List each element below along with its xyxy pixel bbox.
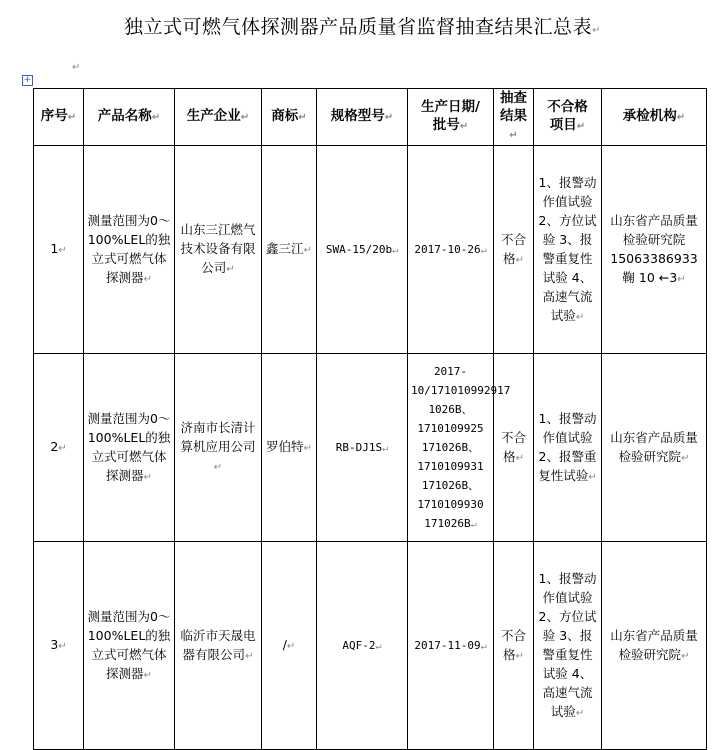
results-table	[33, 88, 707, 750]
cell-items: 1、报警动作值试验 2、方位试验 3、报警重复性试验 4、高速气流试验↵	[534, 542, 602, 750]
cell-seq: 2↵	[34, 354, 84, 542]
table-row	[34, 354, 707, 542]
cell-brand: /↵	[262, 542, 317, 750]
header-brand: 商标↵	[262, 89, 317, 146]
cell-product: 测量范围为0～100%LEL的独立式可燃气体探测器↵	[84, 354, 175, 542]
cell-seq: 3↵	[34, 542, 84, 750]
paragraph-mark: ↵	[72, 62, 81, 73]
cell-model: RB-DJ1S↵	[317, 354, 408, 542]
header-lab: 承检机构↵	[602, 89, 707, 146]
cell-product: 测量范围为0～100%LEL的独立式可燃气体探测器↵	[84, 146, 175, 354]
cell-lab: 山东省产品质量检验研究院↵	[602, 354, 707, 542]
cell-date: 2017-10/171010992917 1026B、1710109925 171026B、1710109931 171026B、1710109930 171026B↵	[408, 354, 494, 542]
paragraph-mark: ↵	[592, 25, 601, 36]
table-move-handle-icon[interactable]: +	[23, 75, 32, 85]
document-title	[0, 12, 725, 39]
cell-maker: 山东三江燃气技术设备有限公司↵	[175, 146, 262, 354]
cell-result: 不合格↵	[494, 542, 534, 750]
header-product: 产品名称↵	[84, 89, 175, 146]
header-row	[34, 89, 707, 146]
cell-maker: 临沂市天晟电器有限公司↵	[175, 542, 262, 750]
cell-date: 2017-11-09↵	[408, 542, 494, 750]
cell-brand: 鑫三江↵	[262, 146, 317, 354]
cell-model: AQF-2↵	[317, 542, 408, 750]
cell-result: 不合格↵	[494, 354, 534, 542]
header-maker: 生产企业↵	[175, 89, 262, 146]
header-seq: 序号↵	[34, 89, 84, 146]
cell-product: 测量范围为0～100%LEL的独立式可燃气体探测器↵	[84, 542, 175, 750]
header-date: 生产日期/ 批号↵	[408, 89, 494, 146]
cell-result: 不合格↵	[494, 146, 534, 354]
cell-brand: 罗伯特↵	[262, 354, 317, 542]
cell-model: SWA-15/20b↵	[317, 146, 408, 354]
header-model: 规格型号↵	[317, 89, 408, 146]
cell-lab: 山东省产品质量检验研究院↵	[602, 542, 707, 750]
cell-seq: 1↵	[34, 146, 84, 354]
header-result: 抽查 结果↵	[494, 89, 534, 146]
header-items: 不合格 项目↵	[534, 89, 602, 146]
table-row	[34, 542, 707, 750]
table-row	[34, 146, 707, 354]
cell-items: 1、报警动作值试验 2、方位试验 3、报警重复性试验 4、高速气流试验↵	[534, 146, 602, 354]
title-text: 独立式可燃气体探测器产品质量省监督抽查结果汇总表	[124, 16, 593, 38]
cell-maker: 济南市长清计算机应用公司↵	[175, 354, 262, 542]
cell-date: 2017-10-26↵	[408, 146, 494, 354]
cell-lab: 山东省产品质量检验研究院15063386933鞠 10 ←3↵	[602, 146, 707, 354]
cell-items: 1、报警动作值试验 2、报警重复性试验↵	[534, 354, 602, 542]
